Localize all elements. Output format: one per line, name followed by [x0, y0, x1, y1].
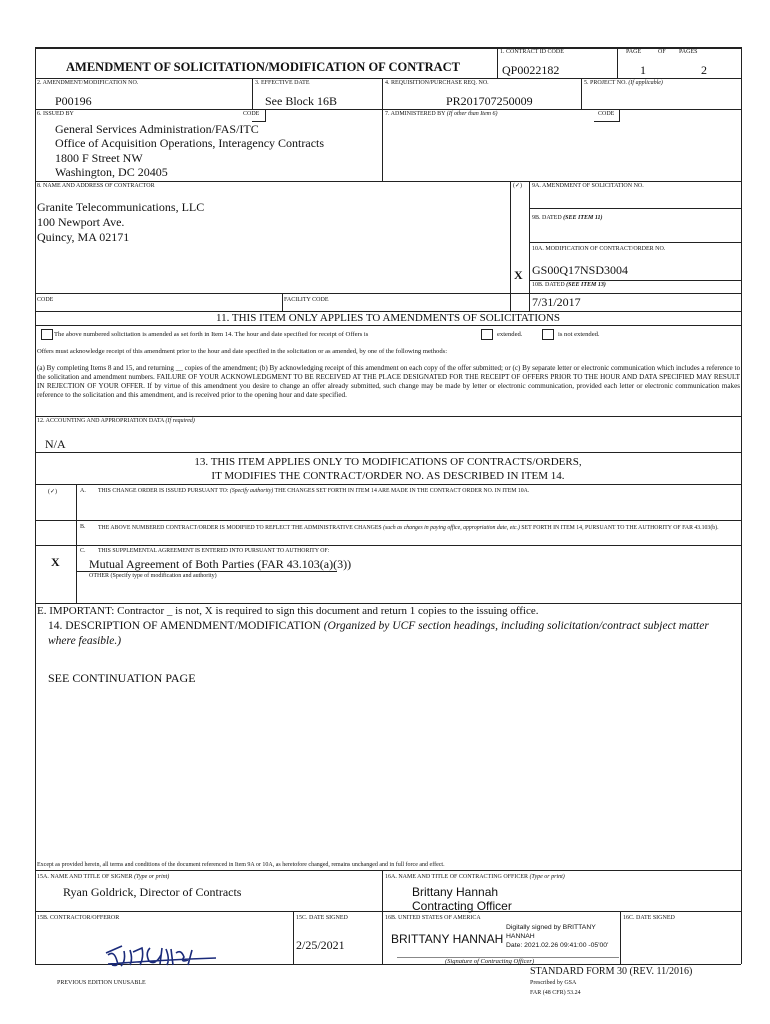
- digital-signature-name: BRITTANY HANNAH: [391, 932, 504, 946]
- contractor-line-2: 100 Newport Ave.: [37, 215, 125, 229]
- solicitation-amended-checkbox[interactable]: [41, 329, 53, 340]
- contractor-label: 8. NAME AND ADDRESS OF CONTRACTOR: [37, 183, 155, 189]
- item-13c-text: THIS SUPPLEMENTAL AGREEMENT IS ENTERED INTO PURSUANT TO AUTHORITY OF:: [98, 548, 330, 554]
- item-9b-label-wrap: [532, 215, 603, 222]
- issued-line-3: 1800 F Street NW: [55, 151, 143, 165]
- requisition-no: PR201707250009: [446, 94, 533, 108]
- item-13c-value: Mutual Agreement of Both Parties (FAR 43.103(a)(3)): [89, 557, 352, 571]
- item-10b-value: 7/31/2017: [532, 295, 581, 309]
- item-13d-text: OTHER (Specify type of modification and authority): [89, 573, 217, 579]
- item-13c-letter: C.: [80, 548, 86, 554]
- previous-edition: PREVIOUS EDITION UNUSABLE: [57, 980, 146, 986]
- administered-code-label: CODE: [598, 111, 615, 117]
- item-12-value: N/A: [45, 437, 66, 451]
- item-12-label-wrap: [37, 418, 195, 425]
- amendment-no-label: 2. AMENDMENT/MODIFICATION NO.: [37, 80, 139, 86]
- project-no-label-italic: (If applicable): [628, 80, 663, 86]
- issued-code-label: CODE: [243, 111, 260, 117]
- item-14-title-wrap: [48, 619, 738, 649]
- extended-label: extended.: [497, 331, 523, 338]
- item-13b-italic: (such as changes in paying office, appropriation date, etc.): [383, 525, 520, 531]
- item-10a-value: GS00Q17NSD3004: [532, 263, 629, 277]
- item-9b-label: 9B. DATED: [532, 215, 562, 221]
- item-12-italic: (If required): [165, 418, 195, 424]
- item-15a-label-wrap: [37, 874, 169, 881]
- item-15b-label: 15B. CONTRACTOR/OFFEROR: [37, 915, 120, 921]
- contractor-code-label: CODE: [37, 297, 54, 303]
- effective-date-label: 3. EFFECTIVE DATE: [255, 80, 310, 86]
- effective-date: See Block 16B: [265, 94, 337, 108]
- item-10a-label: 10A. MODIFICATION OF CONTRACT/ORDER NO.: [532, 246, 666, 252]
- item-13-title-1: 13. THIS ITEM APPLIES ONLY TO MODIFICATIONS OF CONTRACTS/ORDERS,: [194, 456, 582, 468]
- item-13a-letter: A.: [80, 488, 86, 494]
- prescribed-by: Prescribed by GSA: [530, 980, 577, 986]
- check-column-label: (✓): [513, 183, 523, 189]
- item-14-italic: (Organized by UCF section headings, including solicitation/contract subject matter where feasible.): [48, 620, 709, 647]
- issued-line-2: Office of Acquisition Operations, Interagency Contracts: [55, 136, 325, 150]
- project-no-label-wrap: [584, 80, 663, 87]
- contractor-signature: [100, 935, 225, 969]
- item-16a-label-wrap: [385, 874, 565, 881]
- item-13a-text-wrap: [98, 488, 529, 495]
- item-10b-italic: (SEE ITEM 13): [566, 282, 606, 288]
- item-9a-label: 9A. AMENDMENT OF SOLICITATION NO.: [532, 183, 644, 189]
- form-title: AMENDMENT OF SOLICITATION/MODIFICATION OF CONTRACT: [66, 60, 461, 74]
- item-16a-value-2: Contracting Officer: [412, 899, 512, 913]
- item-16a-value-1: Brittany Hannah: [412, 885, 499, 899]
- except-statement: Except as provided herein, all terms and conditions of the document referenced in Item 9A or 10A, as heretofore changed, remains unchanged and in full force and effect.: [37, 862, 445, 868]
- item-16b-label: 16B. UNITED STATES OF AMERICA: [385, 915, 481, 921]
- item-13c-mark: X: [51, 555, 60, 569]
- contractor-line-3: Quincy, MA 02171: [37, 230, 130, 244]
- of-label: OF: [658, 49, 666, 55]
- signature-caption: (Signature of Contracting Officer): [445, 958, 535, 965]
- item-16a-label: 16A. NAME AND TITLE OF CONTRACTING OFFICER: [385, 874, 529, 880]
- contract-id-code: QP0022182: [502, 63, 560, 77]
- requisition-no-label: 4. REQUISITION/PURCHASE REQ. NO.: [385, 80, 489, 86]
- item-9b-italic: (SEE ITEM 11): [563, 215, 603, 221]
- administered-by-italic: (If other than Item 6): [446, 111, 498, 117]
- item-13b-text-wrap: [98, 524, 738, 532]
- item-16c-label: 16C. DATE SIGNED: [623, 915, 675, 921]
- item-13a-text: THIS CHANGE ORDER IS ISSUED PURSUANT TO:: [98, 488, 229, 494]
- amendment-no: P00196: [55, 94, 92, 108]
- contract-id-code-label: 1. CONTRACT ID CODE: [500, 49, 564, 55]
- facility-code-label: FACILITY CODE: [284, 297, 329, 303]
- administered-by-label: 7. ADMINISTERED BY: [385, 111, 446, 117]
- digital-line-1: Digitally signed by BRITTANY: [506, 924, 596, 931]
- item-11-title: 11. THIS ITEM ONLY APPLIES TO AMENDMENTS OF SOLICITATIONS: [215, 312, 561, 324]
- item-13a-text-2: THE CHANGES SET FORTH IN ITEM 14 ARE MADE IN THE CONTRACT ORDER NO. IN ITEM 10A.: [274, 488, 530, 494]
- item-13b-text: THE ABOVE NUMBERED CONTRACT/ORDER IS MODIFIED TO REFLECT THE ADMINISTRATIVE CHANGES: [98, 525, 382, 531]
- item-12-label: 12. ACCOUNTING AND APPROPRIATION DATA: [37, 418, 165, 424]
- item-15c-value: 2/25/2021: [296, 938, 345, 952]
- standard-form: STANDARD FORM 30 (REV. 11/2016): [530, 966, 693, 977]
- item-13a-italic: (Specify authority): [229, 488, 274, 494]
- pages-label: PAGES: [679, 49, 698, 55]
- project-no-label: 5. PROJECT NO.: [584, 80, 627, 86]
- item-15a-value: Ryan Goldrick, Director of Contracts: [63, 885, 242, 899]
- item-14-title: 14. DESCRIPTION OF AMENDMENT/MODIFICATION: [48, 620, 321, 632]
- item-11-line-2: Offers must acknowledge receipt of this amendment prior to the hour and date specified in the solicitation or as amended, by one of the following methods:: [37, 348, 448, 355]
- issued-line-4: Washington, DC 20405: [55, 165, 168, 179]
- item-13-title-2: IT MODIFIES THE CONTRACT/ORDER NO. AS DESCRIBED IN ITEM 14.: [211, 470, 565, 482]
- issued-by-label: 6. ISSUED BY: [37, 111, 74, 117]
- item-13b-text-2: SET FORTH IN ITEM 14, PURSUANT TO THE AUTHORITY OF FAR 43.103(b).: [521, 525, 719, 531]
- administered-by-label-wrap: [385, 111, 497, 118]
- digital-line-2: HANNAH: [506, 933, 535, 940]
- important-line: E. IMPORTANT: Contractor _ is not, X is required to sign this document and return 1 copies to the issuing office.: [37, 605, 539, 617]
- not-extended-label: is not extended.: [558, 331, 600, 338]
- item-10b-label-wrap: [532, 282, 606, 289]
- item-11-line-1: The above numbered solicitation is amended as set forth in Item 14. The hour and date specified for receipt of Offers is: [54, 331, 369, 338]
- contractor-line-1: Granite Telecommunications, LLC: [37, 200, 205, 214]
- item-14-body: SEE CONTINUATION PAGE: [48, 671, 196, 685]
- item-13b-letter: B.: [80, 524, 86, 530]
- issued-line-1: General Services Administration/FAS/ITC: [55, 122, 259, 136]
- item-15c-label: 15C. DATE SIGNED: [296, 915, 348, 921]
- far-citation: FAR (48 CFR) 53.24: [530, 990, 581, 996]
- item-11-paragraph: (a) By completing Items 8 and 15, and returning __ copies of the amendment; (b) By acknowledging receipt of this amendment on each copy of the offer submitted; or (c) By separate letter or electronic communication which includes a reference to the solicitation and amendment numbers. FAILURE OF YOUR ACKNOWLEDGMENT TO BE RECEIVED AT THE PLACE DESIGNATED FOR THE RECEIPT OF OFFERS PRIOR TO THE HOUR AND DATA SPECIFIED MAY RESULT IN REJECTION OF YOUR OFFER. If by virtue of this amendment you desire to change an offer already submitted, such change may be made by letter or electronic communication, provided each letter or electronic communication makes reference to the solicitation and this amendment, and is received prior to the opening hour and date specified.: [37, 364, 740, 399]
- item-16a-italic: (Type or print): [529, 874, 565, 880]
- item-15a-italic: (Type or print): [134, 874, 170, 880]
- item-10b-label: 10B. DATED: [532, 282, 565, 288]
- digital-line-3: Date: 2021.02.26 09:41:00 -05'00': [506, 942, 609, 949]
- page-number: 1: [640, 63, 646, 77]
- item-13-check-label: (✓): [48, 489, 58, 495]
- extended-checkbox[interactable]: [481, 329, 493, 340]
- not-extended-checkbox[interactable]: [542, 329, 554, 340]
- pages-count: 2: [701, 63, 707, 77]
- item-15a-label: 15A. NAME AND TITLE OF SIGNER: [37, 874, 133, 880]
- page-label: PAGE: [626, 49, 642, 55]
- digital-signature-details: [506, 923, 608, 950]
- item-10a-mark: X: [514, 268, 523, 282]
